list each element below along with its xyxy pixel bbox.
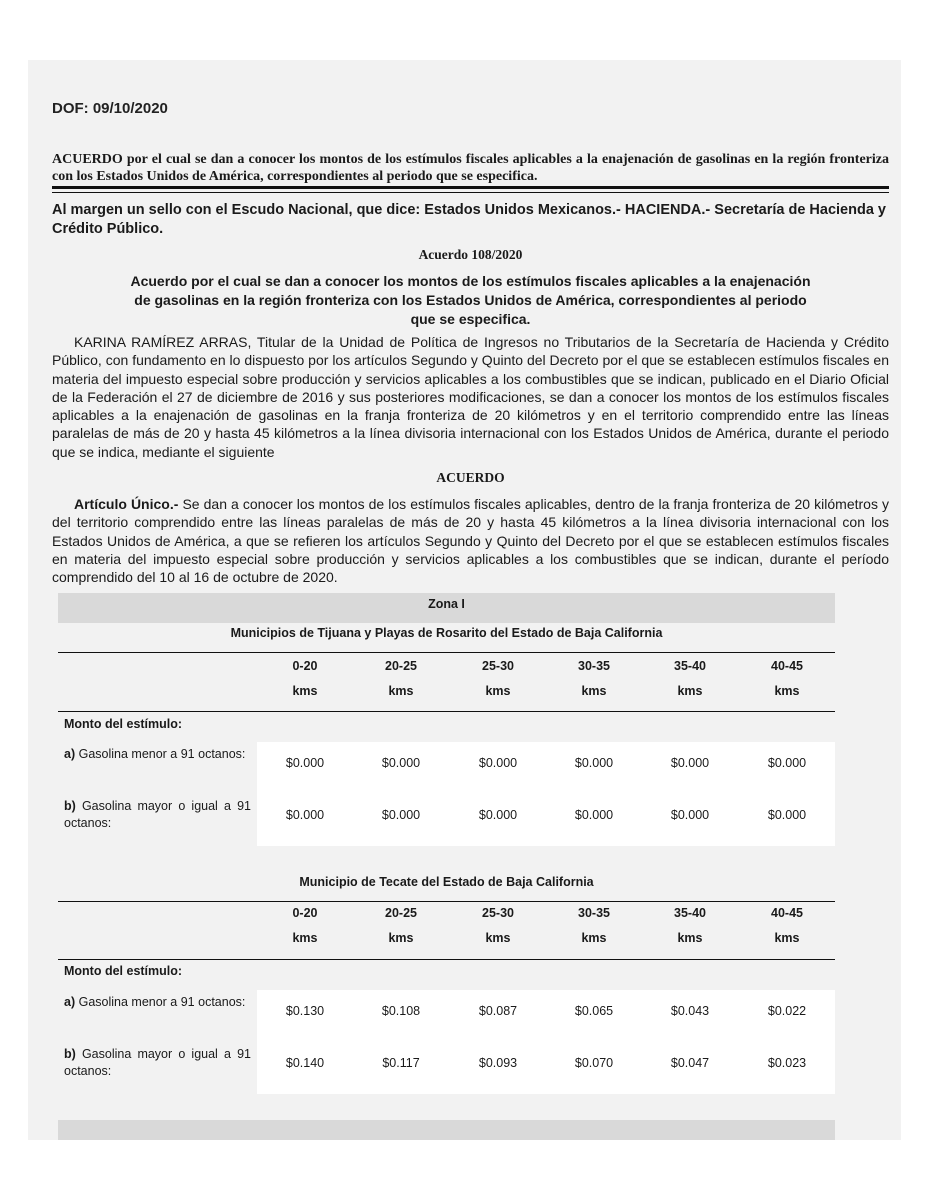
row-label-a: a) Gasolina menor a 91 octanos:: [64, 995, 246, 1009]
column-header: 35-40 kms: [674, 659, 706, 698]
table-cell: $0.000: [285, 756, 325, 770]
article-text: Se dan a conocer los montos de los estímulos fiscales aplicables, dentro de la franja fronteriza de 20 kilómetros y del territorio comprendido entre las líneas paralelas de más de 20 y hasta 45 kilómetros a la línea divisoria internacional con los Estados Unidos de América, a que se refieren los artículos Segundo y Quinto del Decreto por el que se establecen estímulos fiscales en materia del impuesto especial sobre producción y servicios aplicables a los combustibles que se indican, durante el período comprendido del 10 al 16 de octubre de 2020.: [52, 496, 889, 586]
column-header: 40-45 kms: [771, 906, 803, 945]
stimulus-table-tijuana: [58, 652, 835, 847]
column-header: 30-35 kms: [578, 906, 610, 945]
row-label-a: a) Gasolina menor a 91 octanos:: [64, 747, 246, 761]
header-bottom-rule: [58, 711, 835, 712]
table-cell: $0.043: [670, 1004, 710, 1018]
zone-label: Zona I: [428, 597, 465, 611]
table-cell: $0.117: [382, 1056, 420, 1070]
intro-paragraph: KARINA RAMÍREZ ARRAS, Titular de la Unidad de Política de Ingresos no Tributarios de la Secretaría de Hacienda y Crédito Público, con fundamento en lo dispuesto por los artículos Segundo y Quinto del Decreto por el que se establecen estímulos fiscales en materia del impuesto especial sobre producción y servicios aplicables a los combustibles que se indican, publicado en el Diario Oficial de la Federación el 27 de diciembre de 2016 y sus posteriores modificaciones, se dan a conocer los montos de los estímulos fiscales aplicables a la enajenación de gasolinas en la franja fronteriza de 20 kilómetros y en el territorio comprendido entre las líneas paralelas de más de 20 y hasta 45 kilómetros a la línea divisoria internacional con los Estados Unidos de América, durante el periodo que se indica, mediante el siguiente: [52, 334, 889, 460]
table-cell: $0.065: [574, 1004, 614, 1018]
row-label-b: b) Gasolina mayor o igual a 91 octanos:: [64, 1047, 251, 1078]
column-header: 0-20 kms: [292, 906, 318, 945]
acuerdo-title-line: Acuerdo por el cual se dan a conocer los montos de los estímulos fiscales aplicables a la enajenación: [130, 273, 811, 289]
acuerdo-title: [108, 272, 833, 329]
acuerdo-number: Acuerdo 108/2020: [418, 247, 523, 262]
table-cell: $0.130: [285, 1004, 325, 1018]
document-page: [28, 60, 901, 1140]
document-title: ACUERDO por el cual se dan a conocer los montos de los estímulos fiscales aplicables a la enajenación de gasolinas en la región fronteriza con los Estados Unidos de América, correspondientes al periodo que se especifica.: [52, 152, 889, 184]
acuerdo-heading: ACUERDO: [436, 470, 505, 485]
table-cell: $0.000: [670, 808, 710, 822]
table-cell: $0.087: [478, 1004, 518, 1018]
article-label: Artículo Único.-: [74, 496, 179, 512]
table-cell: $0.108: [381, 1004, 421, 1018]
next-zone-bar: [58, 1120, 835, 1140]
column-header: 25-30 kms: [482, 906, 514, 945]
acuerdo-title-line: que se especifica.: [410, 311, 531, 327]
monto-label: Monto del estímulo:: [64, 717, 183, 731]
table-cell: $0.140: [285, 1056, 325, 1070]
table-cell: $0.093: [478, 1056, 518, 1070]
column-header: 40-45 kms: [771, 659, 803, 698]
column-header: 0-20 kms: [292, 659, 318, 698]
table-caption: Municipios de Tijuana y Playas de Rosarito del Estado de Baja California: [230, 626, 663, 640]
table-cell: $0.000: [478, 808, 518, 822]
header-bottom-rule: [58, 959, 835, 960]
column-header: 20-25 kms: [385, 659, 417, 698]
table-caption: Municipio de Tecate del Estado de Baja California: [299, 875, 594, 889]
monto-label: Monto del estímulo:: [64, 964, 183, 978]
title-rule-thick: [52, 186, 889, 189]
table-cell: $0.000: [574, 808, 614, 822]
table-cell: $0.022: [767, 1004, 807, 1018]
table-cell: $0.000: [767, 756, 807, 770]
table-cell: $0.000: [767, 808, 807, 822]
column-header: 20-25 kms: [385, 906, 417, 945]
row-label-b: b) Gasolina mayor o igual a 91 octanos:: [64, 799, 251, 830]
table-top-rule: [58, 652, 835, 653]
table-cell: $0.070: [574, 1056, 614, 1070]
table-cell: $0.047: [670, 1056, 710, 1070]
column-header: 30-35 kms: [578, 659, 610, 698]
zone-header: [58, 593, 835, 623]
margin-note: Al margen un sello con el Escudo Nacional, que dice: Estados Unidos Mexicanos.- HACIENDA.- Secretaría de Hacienda y Crédito Público.: [52, 202, 886, 237]
column-header: 35-40 kms: [674, 906, 706, 945]
table-cell: $0.023: [767, 1056, 807, 1070]
table-cell: $0.000: [381, 756, 421, 770]
article-paragraph: [52, 495, 889, 586]
title-rule-thin: [52, 192, 889, 193]
table-cell: $0.000: [574, 756, 614, 770]
column-header: 25-30 kms: [482, 659, 514, 698]
table-cell: $0.000: [478, 756, 518, 770]
table-cell: $0.000: [670, 756, 710, 770]
table-cell: $0.000: [285, 808, 325, 822]
dof-date: DOF: 09/10/2020: [52, 100, 168, 117]
acuerdo-title-line: de gasolinas en la región fronteriza con los Estados Unidos de América, correspondientes al periodo: [134, 292, 807, 308]
stimulus-table-tecate: [58, 901, 835, 1096]
table-cell: $0.000: [381, 808, 421, 822]
